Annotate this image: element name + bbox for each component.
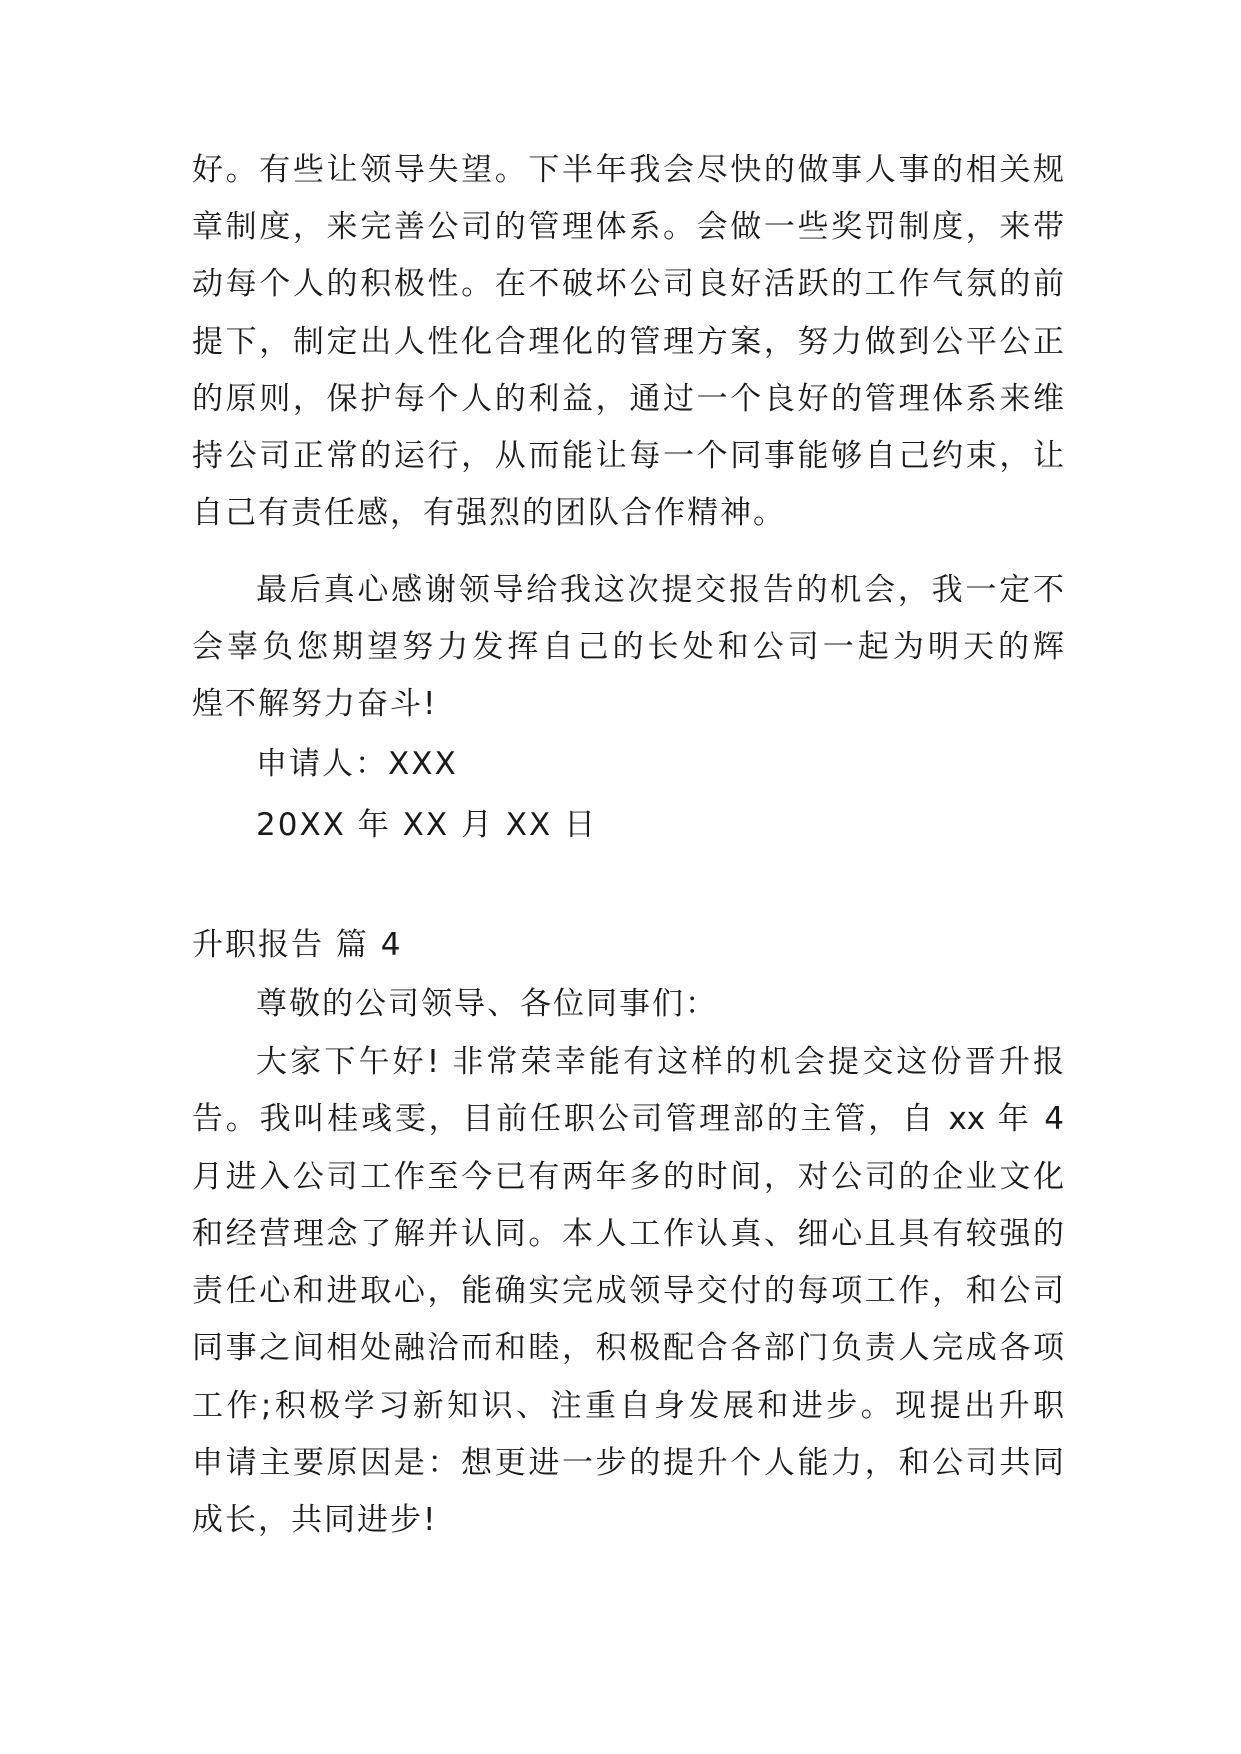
paragraph-line: 自己有责任感，有强烈的团队合作精神。: [192, 495, 786, 531]
paragraph-line: 提下，制定出人性化合理化的管理方案，努力做到公平公正: [192, 324, 1064, 360]
paragraph-line: 成长，共同进步!: [192, 1502, 438, 1538]
paragraph-line: 工作;积极学习新知识、注重自身发展和进步。现提出升职: [192, 1388, 1064, 1424]
applicant-signature: 申请人：XXX: [256, 746, 458, 782]
paragraph-line: 同事之间相处融洽而和睦，积极配合各部门负责人完成各项: [192, 1330, 1064, 1366]
paragraph-line: 责任心和进取心，能确实完成领导交付的每项工作，和公司: [192, 1273, 1064, 1309]
salutation: 尊敬的公司领导、各位同事们：: [256, 986, 718, 1022]
paragraph-line: 好。有些让领导失望。下半年我会尽快的做事人事的相关规: [192, 152, 1064, 188]
paragraph-line: 月进入公司工作至今已有两年多的时间，对公司的企业文化: [192, 1159, 1064, 1195]
paragraph-line: 持公司正常的运行，从而能让每一个同事能够自己约束，让: [192, 438, 1064, 474]
paragraph-line: 动每个人的积极性。在不破坏公司良好活跃的工作气氛的前: [192, 266, 1064, 302]
paragraph-line: 大家下午好! 非常荣幸能有这样的机会提交这份晋升报: [256, 1044, 1064, 1080]
signature-date: 20XX 年 XX 月 XX 日: [256, 807, 598, 843]
paragraph-line: 和经营理念了解并认同。本人工作认真、细心且具有较强的: [192, 1216, 1064, 1252]
paragraph-line: 申请主要原因是：想更进一步的提升个人能力，和公司共同: [192, 1445, 1064, 1481]
paragraph-line: 煌不解努力奋斗!: [192, 686, 438, 722]
paragraph-line: 章制度，来完善公司的管理体系。会做一些奖罚制度，来带: [192, 209, 1064, 245]
paragraph-line: 最后真心感谢领导给我这次提交报告的机会，我一定不: [256, 572, 1064, 608]
paragraph-line: 会辜负您期望努力发挥自己的长处和公司一起为明天的辉: [192, 629, 1064, 665]
paragraph-line: 的原则，保护每个人的利益，通过一个良好的管理体系来维: [192, 381, 1064, 417]
section-heading: 升职报告 篇 4: [192, 927, 403, 963]
paragraph-line: 告。我叫桂彧雯，目前任职公司管理部的主管，自 xx 年 4: [192, 1101, 1064, 1137]
